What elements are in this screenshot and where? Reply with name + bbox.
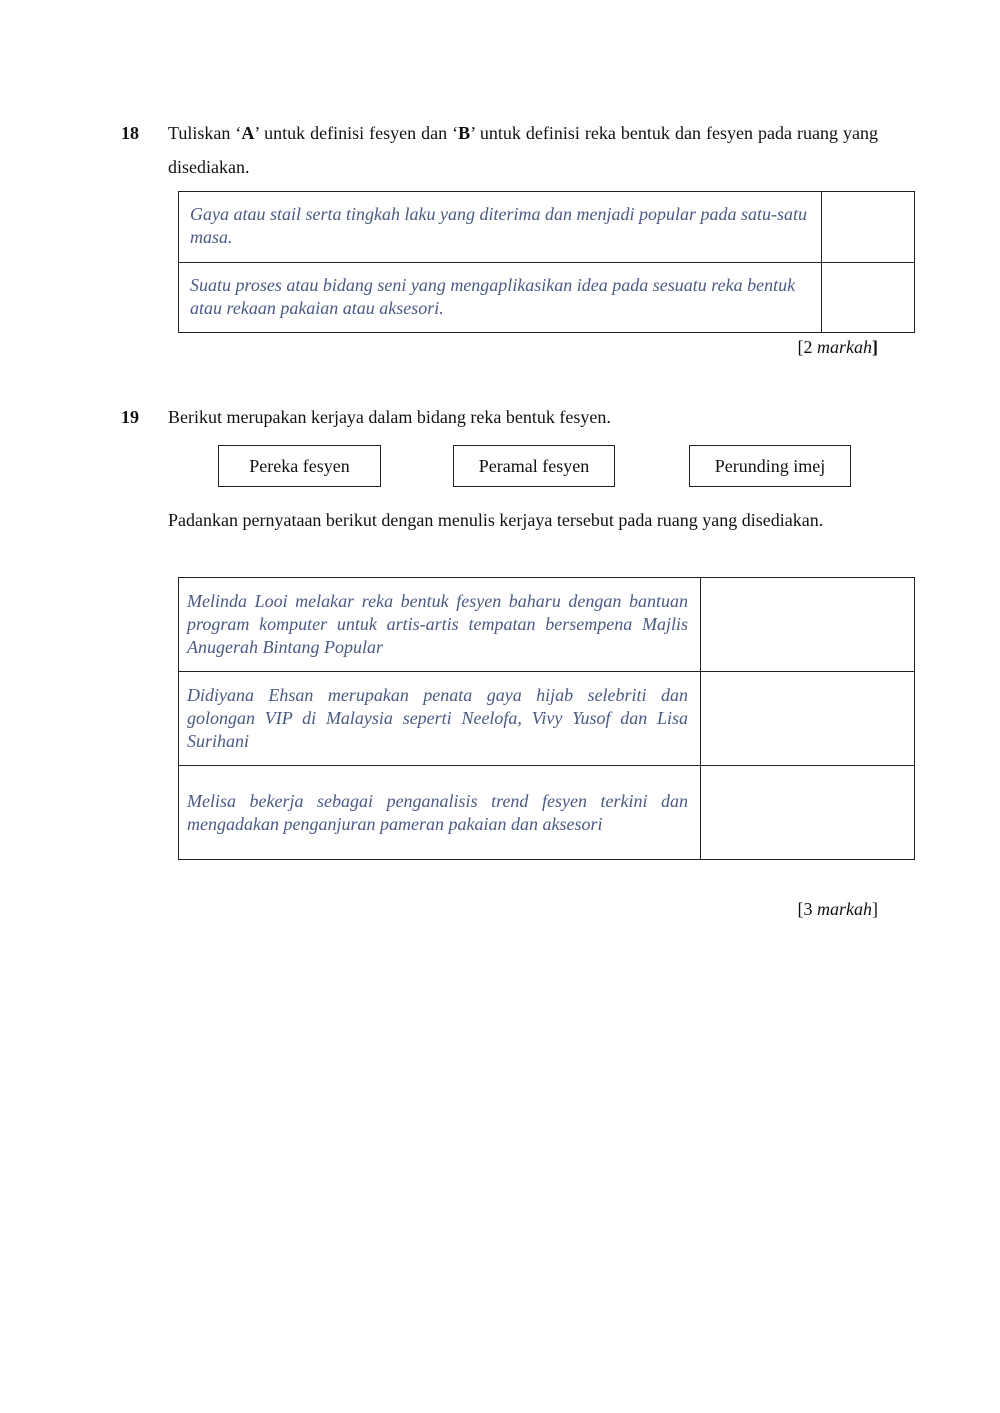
question-19-marks: [3 markah]: [797, 899, 878, 919]
answer-box-1[interactable]: [822, 192, 915, 263]
question-19-number: 19: [121, 407, 139, 427]
career-box-peramal-fesyen: Peramal fesyen: [453, 445, 615, 487]
table-row: [179, 263, 915, 333]
table-row: [179, 192, 915, 263]
definition-statement-1: Gaya atau stail serta tingkah laku yang diterima dan menjadi popular pada satu-satu masa.: [179, 192, 822, 263]
question-18-marks: [2 markah]: [797, 337, 878, 357]
career-answer-box-2[interactable]: [701, 672, 915, 766]
table-row: [179, 766, 915, 860]
table-row: [179, 578, 915, 672]
answer-box-2[interactable]: [822, 263, 915, 333]
career-answer-box-1[interactable]: [701, 578, 915, 672]
career-box-perunding-imej: Perunding imej: [689, 445, 851, 487]
career-statement-3: Melisa bekerja sebagai penganalisis trend fesyen terkini dan mengadakan penganjuran pameran pakaian dan aksesori: [179, 766, 701, 860]
question-19-intro: Berikut merupakan kerjaya dalam bidang reka bentuk fesyen.: [168, 407, 611, 427]
career-statement-2: Didiyana Ehsan merupakan penata gaya hijab selebriti dan golongan VIP di Malaysia seperti Neelofa, Vivy Yusof dan Lisa Surihani: [179, 672, 701, 766]
career-statement-1: Melinda Looi melakar reka bentuk fesyen baharu dengan bantuan program komputer untuk artis-artis tempatan bersempena Majlis Anugerah Bintang Popular: [179, 578, 701, 672]
question-19-instruction: Padankan pernyataan berikut dengan menulis kerjaya tersebut pada ruang yang disediakan.: [168, 510, 824, 530]
question-18-table: [178, 191, 915, 333]
table-row: [179, 672, 915, 766]
career-answer-box-3[interactable]: [701, 766, 915, 860]
definition-statement-2: Suatu proses atau bidang seni yang mengaplikasikan idea pada sesuatu reka bentuk atau rekaan pakaian atau aksesori.: [179, 263, 822, 333]
question-18-number: 18: [121, 123, 139, 143]
career-box-pereka-fesyen: Pereka fesyen: [218, 445, 381, 487]
question-19-table: [178, 577, 915, 860]
question-18-instruction: Tuliskan ‘A’ untuk definisi fesyen dan ‘B’ untuk definisi reka bentuk dan fesyen pada ruang yang disediakan.: [168, 123, 878, 177]
